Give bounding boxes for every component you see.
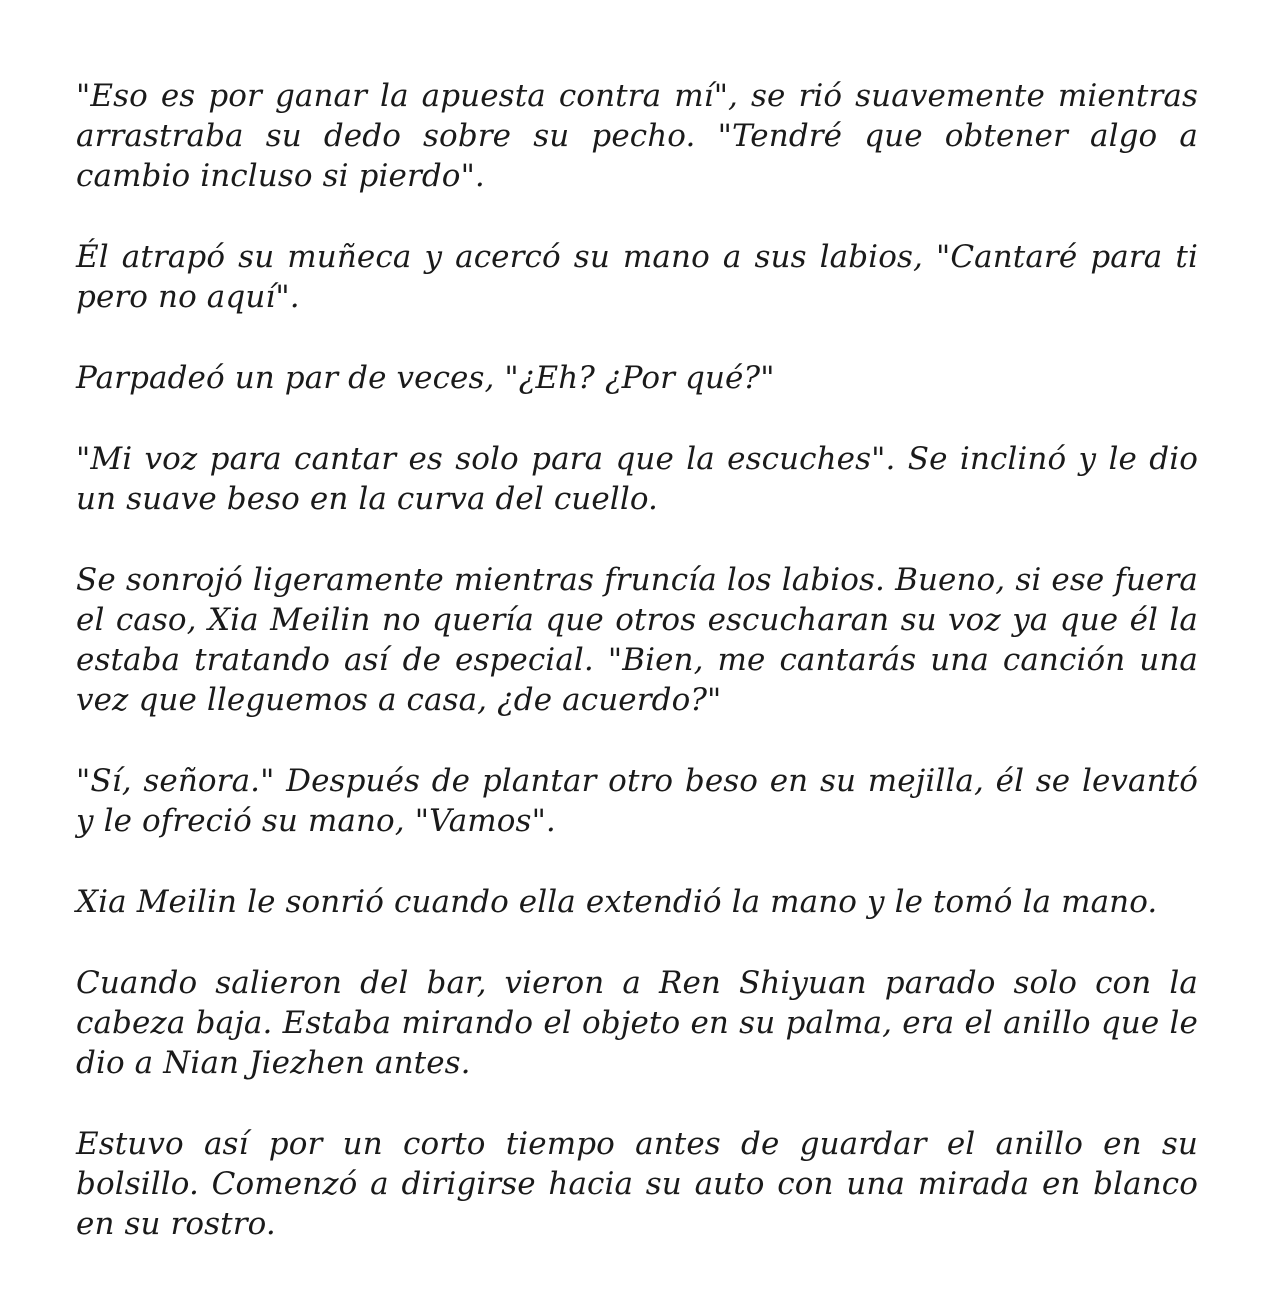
- paragraph-2: Él atrapó su muñeca y acercó su mano a sus labios, "Cantaré para ti pero no aquí".: [76, 239, 1198, 315]
- paragraph-4: "Mi voz para cantar es solo para que la escuches". Se inclinó y le dio un suave beso en la curva del cuello.: [76, 441, 1198, 517]
- paragraph-5: Se sonrojó ligeramente mientras fruncía los labios. Bueno, si ese fuera el caso, Xia Meilin no quería que otros escucharan su voz ya que él la estaba tratando así de especial. "Bien, me cantarás una canción una vez que lleguemos a casa, ¿de acuerdo?": [76, 562, 1198, 718]
- document-page: [76, 76, 1198, 1285]
- paragraph-3: Parpadeó un par de veces, "¿Eh? ¿Por qué?": [76, 360, 775, 396]
- paragraph-9: Estuvo así por un corto tiempo antes de guardar el anillo en su bolsillo. Comenzó a dirigirse hacia su auto con una mirada en blanco en su rostro.: [76, 1126, 1198, 1242]
- paragraph-1: "Eso es por ganar la apuesta contra mí", se rió suavemente mientras arrastraba su dedo sobre su pecho. "Tendré que obtener algo a cambio incluso si pierdo".: [76, 78, 1198, 194]
- paragraph-6: "Sí, señora." Después de plantar otro beso en su mejilla, él se levantó y le ofreció su mano, "Vamos".: [76, 763, 1198, 839]
- paragraph-7: Xia Meilin le sonrió cuando ella extendió la mano y le tomó la mano.: [76, 884, 1158, 920]
- paragraph-8: Cuando salieron del bar, vieron a Ren Shiyuan parado solo con la cabeza baja. Estaba mirando el objeto en su palma, era el anillo que le dio a Nian Jiezhen antes.: [76, 965, 1198, 1081]
